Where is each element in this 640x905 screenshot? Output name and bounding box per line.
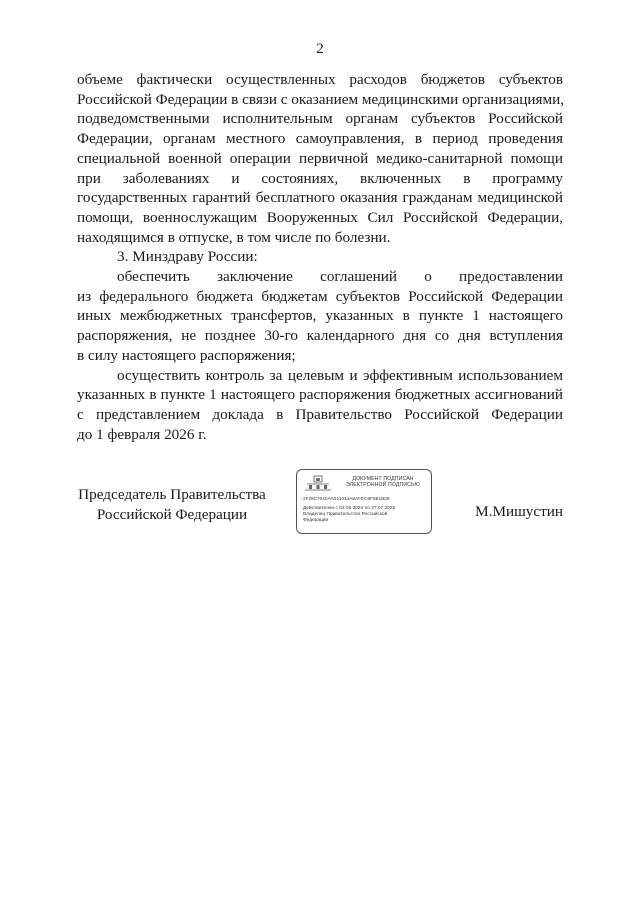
page-number: 2 (316, 41, 324, 57)
text-line: Российской Федерации в связи с оказанием медицинскими организациями, (77, 90, 565, 108)
stamp-title-line: ЭЛЕКТРОННОЙ ПОДПИСЬЮ (346, 482, 420, 489)
text-line: осуществить контроль за целевым и эффективным использованием (117, 366, 563, 384)
text-line: указанных в пункте 1 настоящего распоряжения бюджетных ассигнований (77, 386, 563, 404)
document-body (77, 70, 563, 444)
paragraph-agreements (77, 267, 563, 366)
text-line: государственных гарантий бесплатного оказания гражданам медицинской (77, 189, 563, 207)
text-line: объеме фактически осуществленных расходов бюджетов субъектов (77, 71, 563, 88)
stamp-owner: Владелец Правительство Российской (303, 512, 388, 517)
government-emblem-icon (303, 475, 333, 491)
text-line: находящимся в отпуске, в том числе по болезни. (77, 228, 391, 246)
text-line: при заболеваниях и состояниях, включенных в программу (77, 169, 563, 187)
text-line: из федерального бюджета бюджетам субъектов Российской Федерации (77, 287, 563, 305)
text-line: с представлением доклада в Правительство Российской Федерации (77, 405, 563, 423)
text-line: помощи, военнослужащим Вооруженных Сил Российской Федерации, (77, 208, 563, 226)
paragraph-item-3 (77, 247, 563, 267)
text-line: обеспечить заключение соглашений о предоставлении (117, 268, 563, 286)
text-line: в силу настоящего распоряжения; (77, 346, 296, 364)
text-line: специальной военной операции первичной медико-санитарной помощи (77, 149, 563, 167)
text-line: 3. Минздраву России: (117, 248, 258, 266)
stamp-validity: Действителен с 03.05.2024 по 27.07.2025 (303, 506, 396, 511)
stamp-owner: Федерации (303, 518, 329, 523)
paragraph-expenses (77, 70, 563, 247)
signer-title-line: Председатель Правительства (78, 486, 266, 503)
signer-title-line: Российской Федерации (96, 505, 248, 523)
stamp-details (303, 506, 427, 524)
electronic-signature-stamp (296, 469, 432, 534)
stamp-title-line: ДОКУМЕНТ ПОДПИСАН (352, 476, 414, 482)
signature-block (0, 469, 640, 549)
text-line: Федерации, органам местного самоуправления, в период проведения (77, 130, 563, 148)
stamp-serial-number: 2F26C7040AA041014A8AFEC8F5B1B09 (303, 496, 390, 501)
text-line: до 1 февраля 2026 г. (77, 425, 207, 443)
signer-name: М.Мишустин (475, 503, 563, 520)
text-line: подведомственными исполнительным органам субъектов Российской (77, 110, 563, 128)
text-line: распоряжения, не позднее 30-го календарного дня со дня вступления (77, 327, 563, 345)
paragraph-control (77, 366, 563, 445)
text-line: иных межбюджетных трансфертов, указанных в пункте 1 настоящего (77, 307, 563, 325)
signer-title (77, 485, 267, 524)
stamp-title (337, 476, 429, 489)
